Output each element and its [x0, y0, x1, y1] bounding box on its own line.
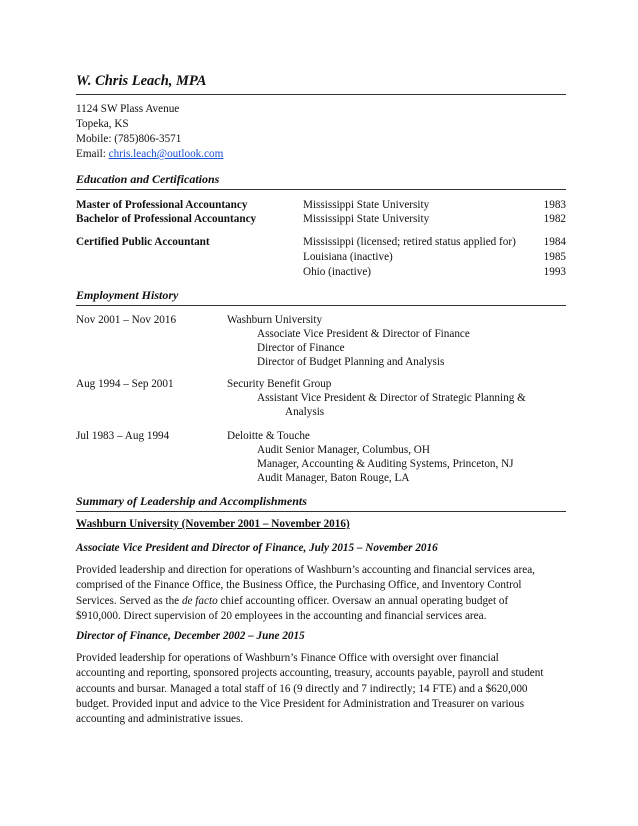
job-role [76, 356, 566, 370]
job-employer: Security Benefit Group [227, 378, 332, 390]
paragraph-line: accounting and administrative issues. [76, 713, 244, 726]
resume-name: W. Chris Leach, MPA [76, 73, 207, 89]
job-role-text: Manager, Accounting & Auditing Systems, Princeton, NJ [257, 458, 514, 470]
paragraph-line: budget. Provided input and advice to the Vice President for Administration and Treasurer on various [76, 697, 525, 710]
degree-row [76, 199, 566, 213]
paragraph-line: Provided leadership for operations of Washburn’s Finance Office with oversight over financial [76, 652, 499, 664]
job-role [76, 392, 566, 406]
role-heading: Associate Vice President and Director of Finance, July 2015 – November 2016 [76, 542, 438, 554]
job-employer: Deloitte & Touche [227, 430, 310, 442]
job-row [76, 314, 566, 328]
cert-state: Ohio (inactive) [303, 266, 372, 278]
job-role [76, 472, 566, 486]
job-dates: Nov 2001 – Nov 2016 [76, 314, 177, 326]
email-line [76, 147, 223, 161]
job-role [76, 458, 566, 472]
job-role-text: Director of Budget Planning and Analysis [257, 356, 445, 368]
paragraph-line: accounting and reporting, sponsored projects accounting, treasury, accounts payable, payroll and student [76, 667, 544, 680]
job-role-text: Director of Finance [257, 342, 345, 354]
job-role [76, 328, 566, 342]
cert-state: Louisiana (inactive) [303, 251, 393, 263]
cert-year: 1993 [543, 266, 566, 278]
employment-heading: Employment History [76, 288, 179, 302]
emphasis-text: de facto [181, 594, 218, 607]
job-role-text: Associate Vice President & Director of Finance [257, 328, 470, 340]
summary-divider [76, 511, 566, 512]
cert-row [76, 251, 566, 265]
header-divider [76, 94, 566, 95]
mobile-label: Mobile: [76, 133, 112, 145]
degree-year: 1982 [543, 213, 566, 225]
summary-heading: Summary of Leadership and Accomplishments [76, 494, 307, 508]
degree-school: Mississippi State University [303, 213, 430, 225]
paragraph-line: accounts and bursar. Managed a total staff of 16 (9 directly and 7 indirectly; 14 FTE) and a $620,000 [76, 682, 528, 695]
org-heading: Washburn University (November 2001 – November 2016) [76, 518, 350, 530]
degree-name: Master of Professional Accountancy [76, 199, 248, 211]
job-role-text: Audit Senior Manager, Columbus, OH [257, 444, 430, 456]
email-link[interactable]: chris.leach@outlook.com [108, 148, 224, 160]
job-row [76, 430, 566, 444]
degree-year: 1983 [543, 199, 566, 211]
role-description [76, 563, 566, 624]
job-role-text: Audit Manager, Baton Rouge, LA [257, 472, 410, 484]
role-description [76, 651, 566, 727]
degree-row [76, 213, 566, 227]
address-line-2: Topeka, KS [76, 118, 129, 130]
job-role [76, 342, 566, 356]
paragraph-text: chief accounting officer. Oversaw an annual operating budget of [217, 594, 509, 607]
mobile-line [76, 132, 181, 146]
job-dates: Aug 1994 – Sep 2001 [76, 378, 174, 390]
job-role-text: Assistant Vice President & Director of Strategic Planning & [257, 392, 526, 404]
paragraph-line [76, 594, 566, 609]
degree-name: Bachelor of Professional Accountancy [76, 213, 257, 225]
job-employer: Washburn University [227, 314, 323, 326]
job-role [76, 444, 566, 458]
paragraph-line: Provided leadership and direction for operations of Washburn’s accounting and financial services area, [76, 564, 535, 576]
cert-title: Certified Public Accountant [76, 236, 210, 248]
role-heading: Director of Finance, December 2002 – June 2015 [76, 630, 305, 642]
education-heading: Education and Certifications [76, 172, 220, 186]
paragraph-line: $910,000. Direct supervision of 20 employees in the accounting and financial services area. [76, 609, 487, 622]
cert-row [76, 236, 566, 250]
education-divider [76, 189, 566, 190]
job-role-text: Analysis [285, 406, 325, 418]
degree-school: Mississippi State University [303, 199, 430, 211]
cert-row [76, 266, 566, 280]
cert-year: 1985 [543, 251, 566, 263]
mobile-number: (785)806-3571 [114, 133, 182, 145]
cert-state: Mississippi (licensed; retired status applied for) [303, 236, 516, 248]
job-dates: Jul 1983 – Aug 1994 [76, 430, 170, 442]
paragraph-line: comprised of the Finance Office, the Business Office, the Purchasing Office, and Inventory Control [76, 579, 522, 592]
job-role [76, 406, 566, 420]
address-line-1: 1124 SW Plass Avenue [76, 103, 180, 115]
paragraph-text: Services. Served as the [76, 594, 182, 607]
employment-divider [76, 305, 566, 306]
email-label: Email: [76, 148, 106, 160]
job-row [76, 378, 566, 392]
cert-year: 1984 [543, 236, 566, 248]
